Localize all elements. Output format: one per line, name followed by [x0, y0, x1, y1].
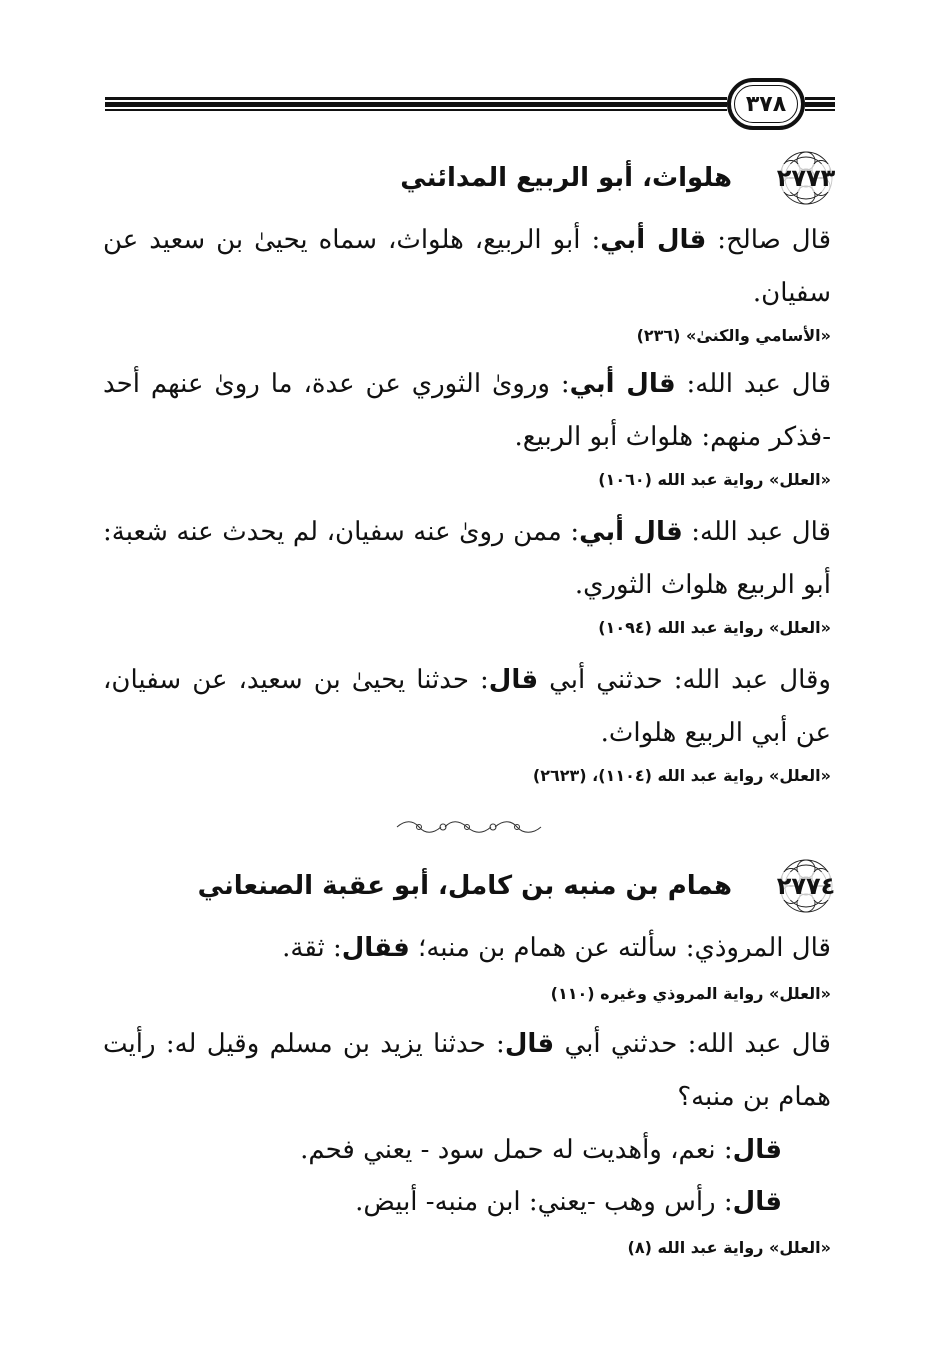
text-run: : حدثنا يزيد بن مسلم وقيل له: رأيت همام بن منبه؟ [103, 1029, 831, 1112]
source-citation: «العلل» رواية المروذي وغيره (١١٠) [550, 984, 831, 1003]
paragraph [103, 1018, 831, 1124]
entry-number-badge [770, 858, 842, 914]
header-rule [805, 97, 835, 100]
keyword: قال [732, 1135, 782, 1165]
entry-heading [100, 858, 842, 914]
entry-heading [100, 150, 842, 206]
text-run: : ثقة. [282, 933, 342, 963]
source-citation: «العلل» رواية عبد الله (١٠٦٠) [598, 470, 831, 489]
keyword: قال [732, 1187, 782, 1217]
source-citation: «العلل» رواية عبد الله (١٠٩٤) [598, 618, 831, 637]
page-number: ٣٧٨ [745, 91, 787, 117]
entry-number: ٢٧٧٣ [776, 164, 836, 192]
text-run: قال صالح: [706, 225, 831, 255]
section-divider-ornament-icon [395, 818, 543, 836]
text-run: : ممن رویٰ عنه سفيان، لم يحدث عنه شعبة: أبو الربيع هلواث الثوري. [103, 517, 831, 600]
source-citation: «العلل» رواية عبد الله (٨) [627, 1238, 831, 1257]
header-rule [105, 97, 727, 100]
paragraph [103, 922, 831, 975]
source-citation: «الأسامي والكنىٰ» (٢٣٦) [636, 326, 831, 345]
entry-number: ٢٧٧٤ [776, 872, 836, 900]
text-run: وقال عبد الله: حدثني أبي [538, 665, 831, 695]
paragraph [103, 654, 831, 760]
header-rule [105, 109, 727, 111]
page-header [105, 78, 835, 134]
paragraph [103, 358, 831, 464]
paragraph [103, 1124, 782, 1177]
keyword: قال أبي [579, 517, 683, 547]
text-run: : رأس وهب -يعني: ابن منبه- أبيض. [355, 1187, 733, 1217]
entry-title: همام بن منبه بن كامل، أبو عقبة الصنعاني [197, 871, 732, 901]
paragraph [103, 1176, 782, 1229]
text-run: : حدثنا يحيىٰ بن سعيد، عن سفيان، عن أبي الربيع هلواث. [103, 665, 831, 748]
text-run: قال عبد الله: [682, 517, 831, 547]
header-rule [805, 102, 835, 107]
header-rule [805, 109, 835, 111]
text-run: قال عبد الله: [675, 369, 831, 399]
paragraph [103, 506, 831, 612]
paragraph [103, 214, 831, 320]
entry-number-badge [770, 150, 842, 206]
text-run: : نعم، وأهديت له حمل سود - يعني فحم. [300, 1135, 733, 1165]
keyword: فقال [341, 933, 410, 963]
keyword: قال [488, 665, 539, 695]
header-rule [105, 102, 727, 107]
keyword: قال [504, 1029, 555, 1059]
keyword: قال أبي [569, 369, 676, 399]
keyword: قال أبي [600, 225, 707, 255]
entry-title: هلواث، أبو الربيع المدائني [400, 163, 732, 193]
text-run: قال عبد الله: حدثني أبي [554, 1029, 831, 1059]
text-run: : ورویٰ الثوري عن عدة، ما رویٰ عنهم أحد -فذكر منهم: هلواث أبو الربيع. [103, 369, 831, 452]
source-citation: «العلل» رواية عبد الله (١١٠٤)، (٢٦٢٣) [532, 766, 831, 785]
text-run: قال المروذي: سألته عن همام بن منبه؛ [409, 933, 831, 963]
page-number-badge [727, 78, 805, 130]
text-run: : أبو الربيع، هلواث، سماه يحيىٰ بن سعيد عن سفيان. [103, 225, 831, 308]
